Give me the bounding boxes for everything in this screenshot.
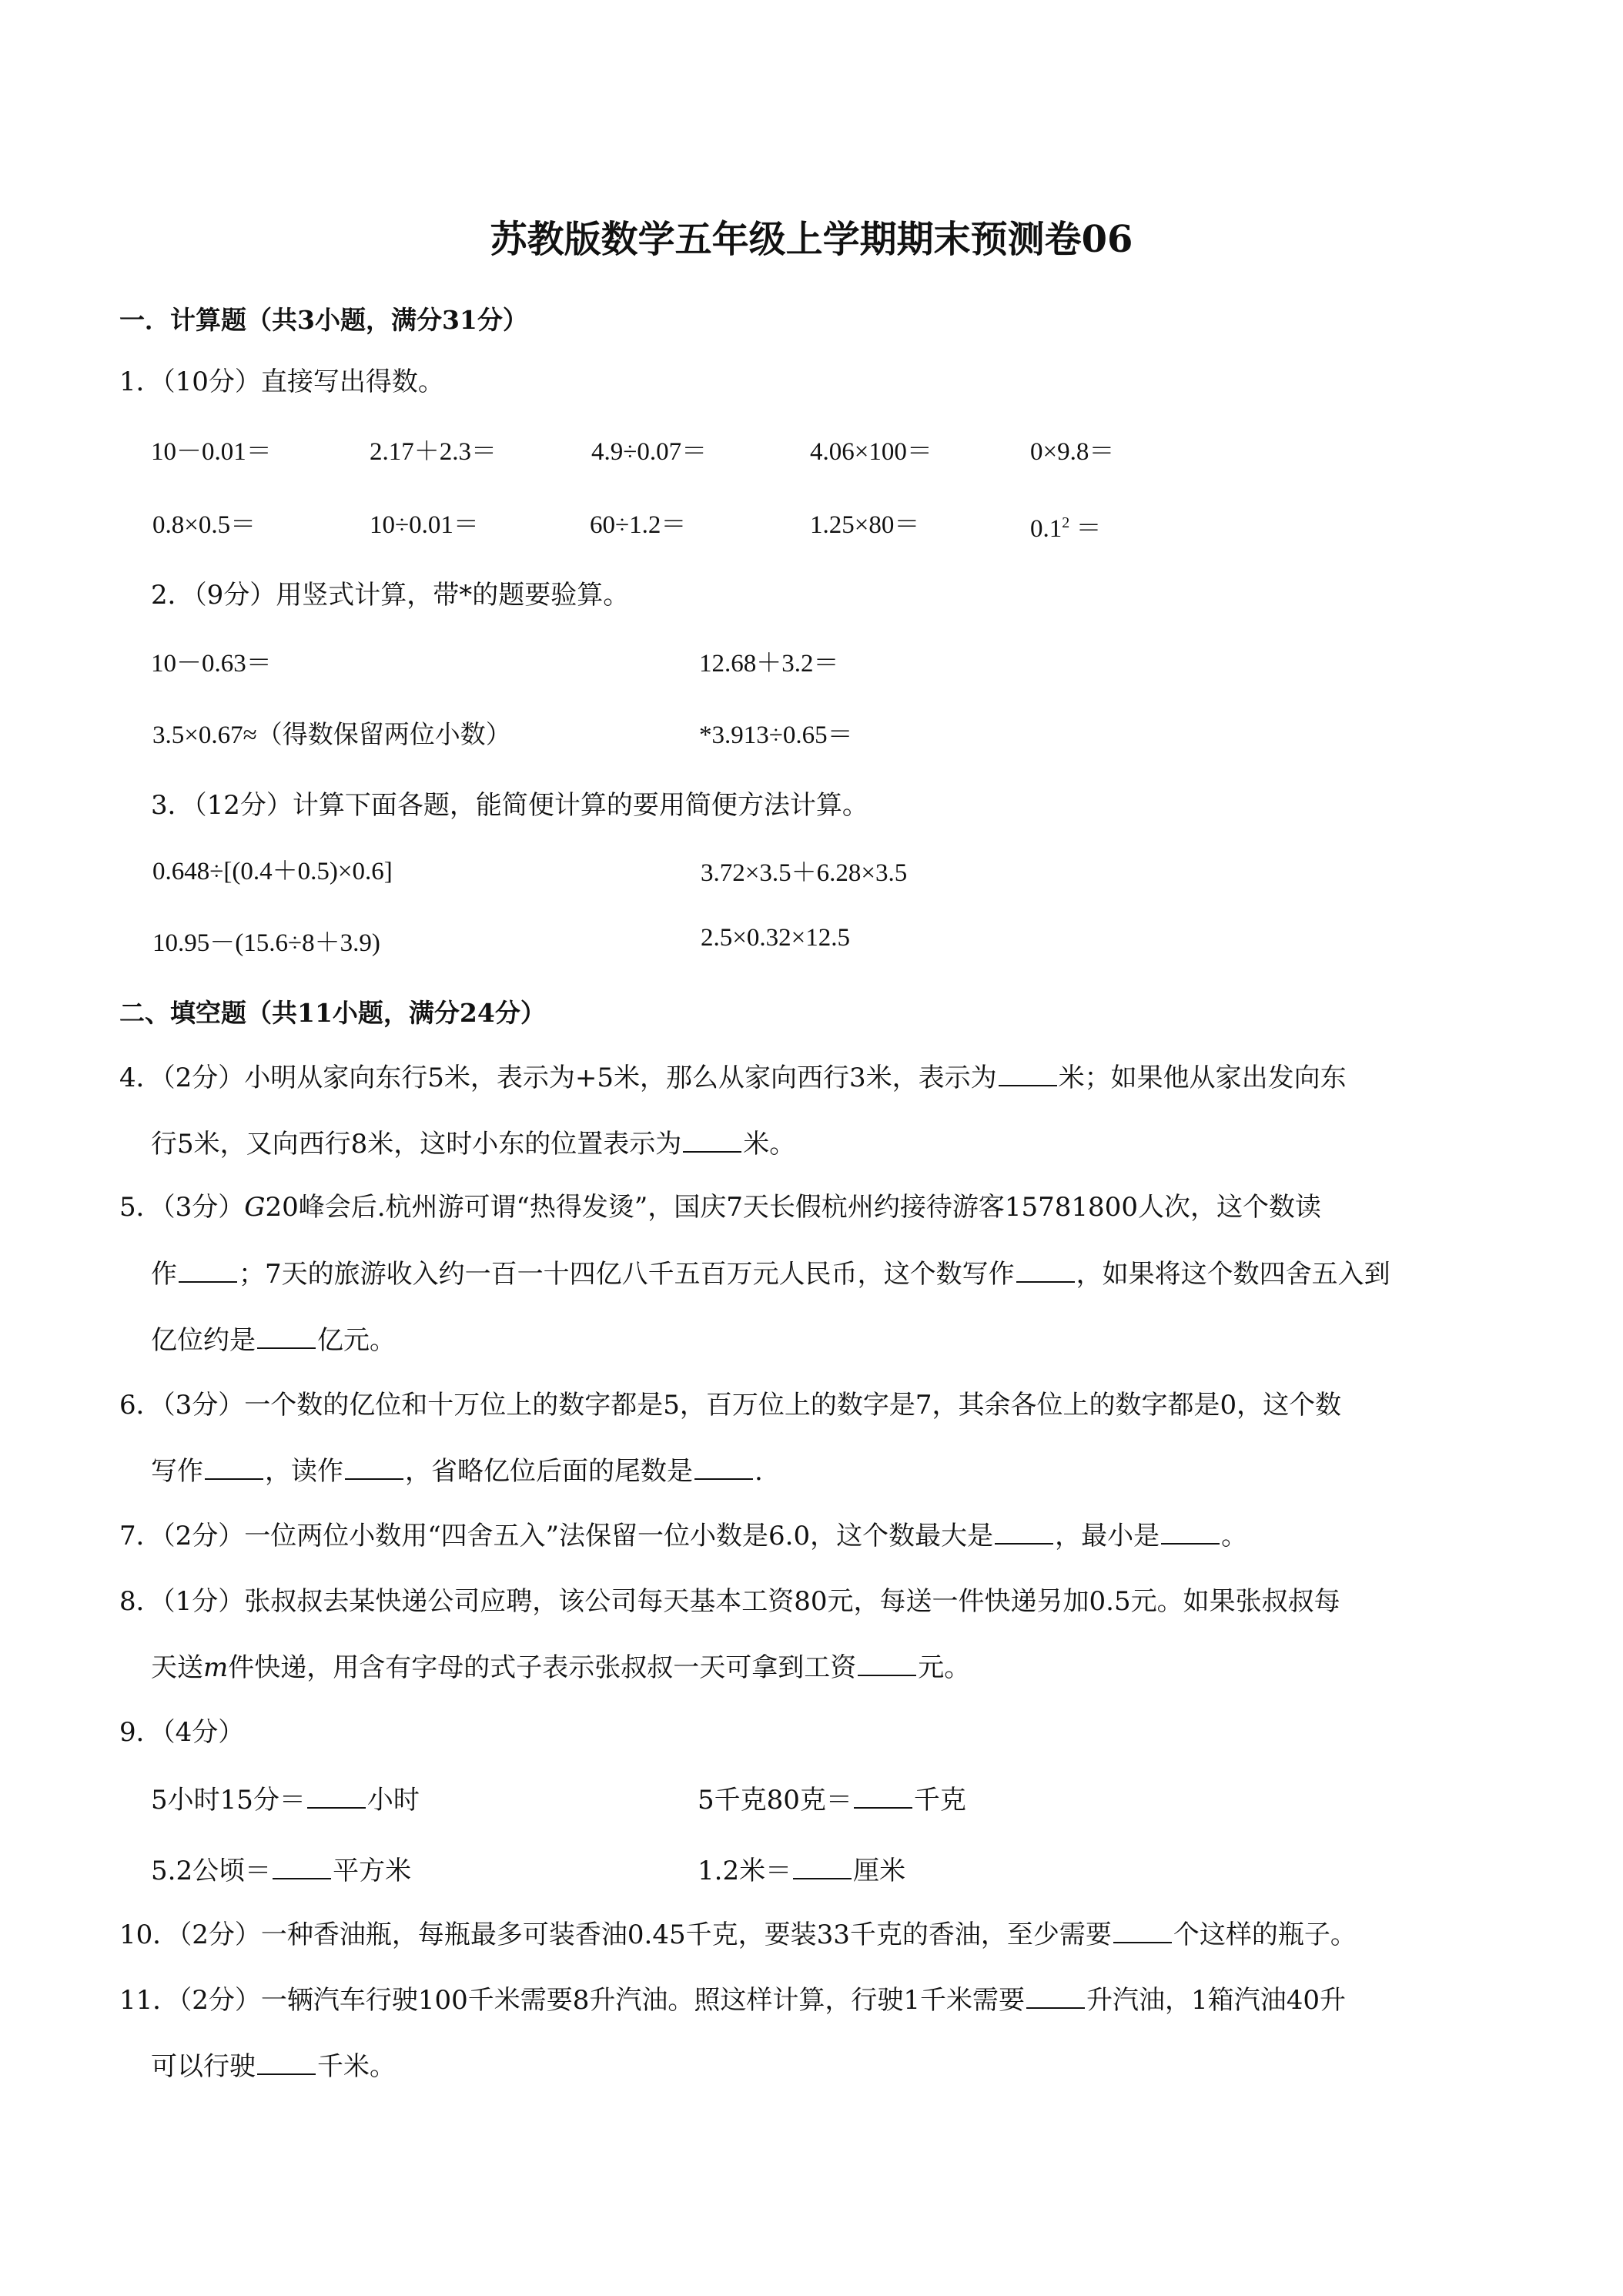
answer-blank[interactable] <box>257 2073 316 2075</box>
answer-blank[interactable] <box>273 1877 331 1879</box>
answer-blank[interactable] <box>1113 1941 1172 1943</box>
answer-blank[interactable] <box>858 1674 916 1676</box>
answer-blank[interactable] <box>793 1877 852 1879</box>
q7-line-1: 7．（2分）一位两位小数用“四舍五入”法保留一位小数是6.0，这个数最大是 ，最小是 。 <box>119 1521 1248 1551</box>
power-equals: ＝ <box>1069 515 1102 543</box>
q2-item: 3.5×0.67≈（得数保留两位小数） <box>152 721 511 749</box>
answer-blank[interactable] <box>999 1084 1057 1086</box>
q9-item: 5.2公顷＝ 平方米 <box>151 1856 412 1886</box>
answer-blank[interactable] <box>205 1478 263 1480</box>
q2-header: 2．（9分）用竖式计算，带*的题要验算。 <box>151 580 630 611</box>
page-title: 苏教版数学五年级上学期期末预测卷06 <box>490 218 1133 261</box>
q1-item: 0.8×0.5＝ <box>152 511 256 539</box>
q10-line-1: 10．（2分）一种香油瓶，每瓶最多可装香油0.45千克，要装33千克的香油，至少需要 个这样的瓶子。 <box>119 1919 1357 1950</box>
q1-item: 10÷0.01＝ <box>370 511 479 539</box>
q3-item: 10.95－(15.6÷8＋3.9) <box>152 929 380 957</box>
answer-blank[interactable] <box>257 1347 316 1349</box>
q5-line-3: 亿位约是 亿元。 <box>151 1325 396 1356</box>
q5-line-2: 作 ；7天的旅游收入约一百一十四亿八千五百万元人民币，这个数写作 ，如果将这个数四舍五入到 <box>151 1259 1390 1290</box>
q2-item: 10－0.63＝ <box>151 650 272 678</box>
q1-header: 1．（10分）直接写出得数。 <box>119 366 444 397</box>
answer-blank[interactable] <box>683 1150 741 1153</box>
answer-blank[interactable] <box>1026 2006 1085 2009</box>
answer-blank[interactable] <box>345 1478 403 1480</box>
q9-item: 5千克80克＝ 千克 <box>698 1785 966 1816</box>
section-2-heading: 二、填空题（共11小题，满分24分） <box>119 998 546 1028</box>
q11-line-2: 可以行驶 千米。 <box>151 2051 396 2082</box>
q1-item: 1.25×80＝ <box>810 511 920 539</box>
q8-line-2: 天送m件快递，用含有字母的式子表示张叔叔一天可拿到工资 元。 <box>151 1652 971 1683</box>
q1-item: 4.06×100＝ <box>810 438 932 466</box>
q4-line-1: 4．（2分）小明从家向东行5米，表示为+5米，那么从家向西行3米，表示为 米；如果他从家出发向东 <box>119 1063 1347 1093</box>
power-exponent: 2 <box>1062 514 1070 531</box>
q2-item: 12.68＋3.2＝ <box>699 650 839 678</box>
answer-blank[interactable] <box>854 1806 912 1809</box>
answer-blank[interactable] <box>1016 1280 1075 1283</box>
section-1-heading: 一．计算题（共3小题，满分31分） <box>119 305 528 335</box>
answer-blank[interactable] <box>307 1806 366 1809</box>
q8-line-1: 8．（1分）张叔叔去某快递公司应聘，该公司每天基本工资80元，每送一件快递另加0.5元。如果张叔叔每 <box>119 1586 1340 1617</box>
q9-item: 1.2米＝ 厘米 <box>698 1856 906 1886</box>
q9-header: 9．（4分） <box>119 1717 245 1748</box>
answer-blank[interactable] <box>694 1478 753 1480</box>
q5-line-1: 5．（3分）G20峰会后.杭州游可谓“热得发烫”，国庆7天长假杭州约接待游客15781800人次，这个数读 <box>119 1192 1321 1223</box>
power-base: 0.1 <box>1030 515 1062 543</box>
q1-item-power <box>1030 508 1102 544</box>
q1-item: 10－0.01＝ <box>151 438 272 466</box>
q1-item: 2.17＋2.3＝ <box>370 438 497 466</box>
q1-item: 4.9÷0.07＝ <box>591 438 708 466</box>
q6-line-2: 写作 ，读作 ，省略亿位后面的尾数是 . <box>151 1456 763 1487</box>
q1-item: 60÷1.2＝ <box>590 511 687 539</box>
q3-item: 2.5×0.32×12.5 <box>701 924 850 952</box>
q2-item: *3.913÷0.65＝ <box>699 721 853 749</box>
q4-line-2: 行5米，又向西行8米，这时小东的位置表示为 米。 <box>151 1129 796 1160</box>
q3-item: 3.72×3.5＋6.28×3.5 <box>701 859 908 887</box>
answer-blank[interactable] <box>1161 1542 1220 1545</box>
q11-line-1: 11．（2分）一辆汽车行驶100千米需要8升汽油。照这样计算，行驶1千米需要 升汽油，1箱汽油40升 <box>119 1985 1346 2016</box>
answer-blank[interactable] <box>995 1542 1053 1545</box>
q3-item: 0.648÷[(0.4＋0.5)×0.6] <box>152 858 393 885</box>
q1-item: 0×9.8＝ <box>1030 438 1115 466</box>
q3-header: 3．（12分）计算下面各题，能简便计算的要用简便方法计算。 <box>151 790 868 821</box>
q6-line-1: 6．（3分）一个数的亿位和十万位上的数字都是5，百万位上的数字是7，其余各位上的数字都是0，这个数 <box>119 1390 1342 1421</box>
q9-item: 5小时15分＝ 小时 <box>151 1785 420 1816</box>
answer-blank[interactable] <box>179 1280 237 1283</box>
